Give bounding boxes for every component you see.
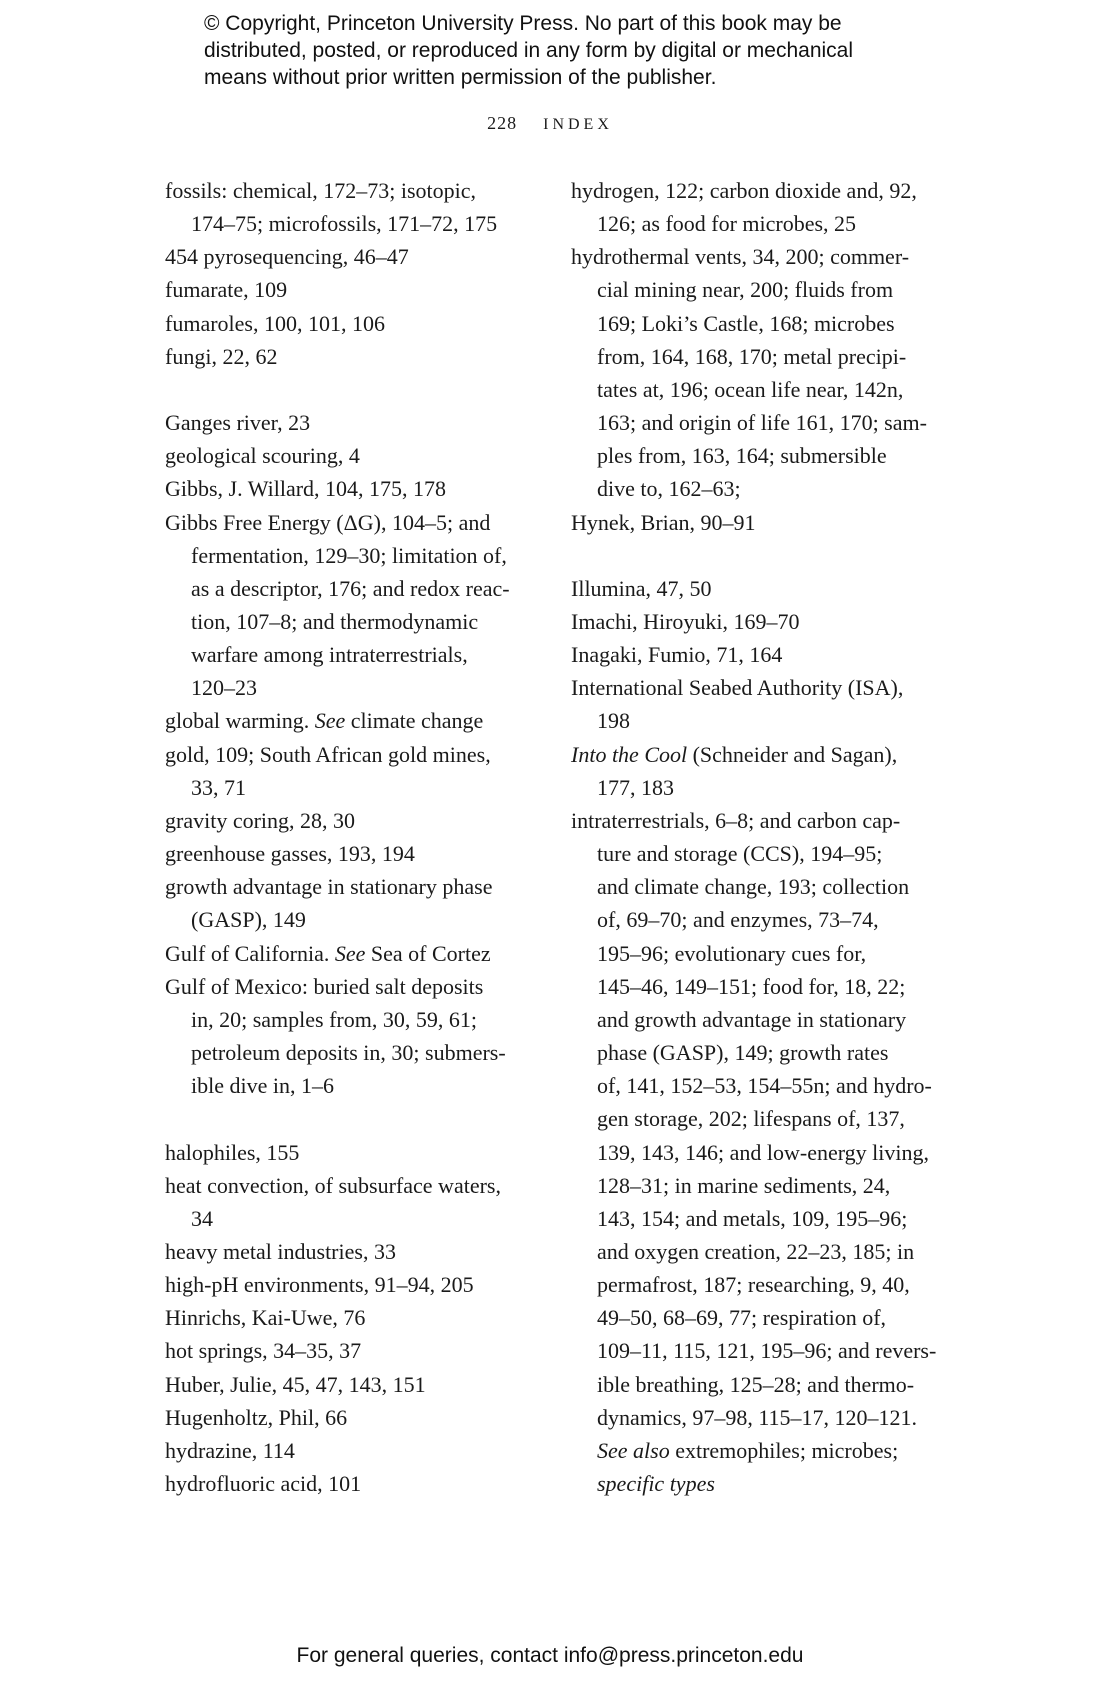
index-line: Gulf of Mexico: buried salt deposits	[165, 973, 484, 999]
running-head	[0, 113, 1100, 134]
index-line: hot springs, 34–35, 37	[165, 1338, 362, 1364]
index-line: 143, 154; and metals, 109, 195–96;	[597, 1205, 908, 1231]
see-also-reference: See also	[597, 1437, 670, 1463]
index-line: of, 141, 152–53, 154–55n; and hydro-	[597, 1073, 932, 1099]
page-number: 228	[487, 113, 518, 133]
index-line: 145–46, 149–151; food for, 18, 22;	[597, 973, 906, 999]
index-line: ible dive in, 1–6	[191, 1073, 334, 1099]
index-line: growth advantage in stationary phase	[165, 874, 493, 900]
index-line: gravity coring, 28, 30	[165, 807, 356, 833]
section-gap	[571, 539, 941, 572]
index-line: tates at, 196; ocean life near, 142n,	[597, 376, 904, 402]
index-column-left	[165, 174, 545, 1500]
index-line: fumaroles, 100, 101, 106	[165, 310, 385, 336]
index-line: Ganges river, 23	[165, 410, 311, 436]
index-line: geological scouring, 4	[165, 443, 360, 469]
index-line: permafrost, 187; researching, 9, 40,	[597, 1272, 910, 1298]
copyright-line: © Copyright, Princeton University Press. No part of this book may be	[204, 12, 842, 35]
copyright-line: distributed, posted, or reproduced in any form by digital or mechanical	[204, 39, 854, 62]
index-line: in, 20; samples from, 30, 59, 61;	[191, 1006, 477, 1032]
index-line	[165, 704, 545, 737]
index-line: tion, 107–8; and thermodynamic	[191, 609, 479, 635]
index-line: gold, 109; South African gold mines,	[165, 741, 491, 767]
index-line: 34	[191, 1205, 213, 1231]
index-line: Gibbs, J. Willard, 104, 175, 178	[165, 476, 447, 502]
index-line: and growth advantage in stationary	[597, 1006, 907, 1032]
copyright-line: means without prior written permission of the publisher.	[204, 66, 717, 89]
index-line: dynamics, 97–98, 115–17, 120–121.	[597, 1404, 917, 1430]
index-line: phase (GASP), 149; growth rates	[597, 1040, 889, 1066]
index-line: Gibbs Free Energy (ΔG), 104–5; and	[165, 509, 491, 535]
index-line: 120–23	[191, 675, 257, 701]
index-line	[571, 1467, 941, 1500]
index-line: Hugenholtz, Phil, 66	[165, 1404, 348, 1430]
index-text: Gulf of California.	[165, 940, 335, 966]
index-line: of, 69–70; and enzymes, 73–74,	[597, 907, 879, 933]
index-line: Hynek, Brian, 90–91	[571, 509, 756, 535]
index-line: 33, 71	[191, 774, 246, 800]
index-line: 49–50, 68–69, 77; respiration of,	[597, 1305, 887, 1331]
index-line: 109–11, 115, 121, 195–96; and revers-	[597, 1338, 937, 1364]
see-reference: See	[334, 940, 366, 966]
index-line: hydrazine, 114	[165, 1437, 295, 1463]
index-line: 177, 183	[597, 774, 674, 800]
index-line: greenhouse gasses, 193, 194	[165, 841, 415, 867]
index-line: hydrofluoric acid, 101	[165, 1471, 362, 1497]
index-line: ture and storage (CCS), 194–95;	[597, 841, 883, 867]
see-also-reference: specific types	[597, 1471, 715, 1497]
book-title: Into the Cool	[571, 741, 688, 767]
index-line: ples from, 163, 164; submersible	[597, 443, 887, 469]
index-line: ible breathing, 125–28; and thermo-	[597, 1371, 915, 1397]
index-text: (Schneider and Sagan),	[687, 741, 898, 767]
index-text: climate change	[345, 708, 484, 734]
index-line: intraterrestrials, 6–8; and carbon cap-	[571, 807, 901, 833]
index-line: 128–31; in marine sediments, 24,	[597, 1172, 891, 1198]
index-line: 174–75; microfossils, 171–72, 175	[191, 211, 498, 237]
index-text: extremophiles; microbes;	[669, 1437, 899, 1463]
index-line: and oxygen creation, 22–23, 185; in	[597, 1238, 915, 1264]
index-line: 454 pyrosequencing, 46–47	[165, 244, 409, 270]
index-line: hydrogen, 122; carbon dioxide and, 92,	[571, 178, 917, 203]
index-line: warfare among intraterrestrials,	[191, 642, 468, 668]
index-line: high-pH environments, 91–94, 205	[165, 1272, 474, 1298]
footer-contact: For general queries, contact info@press.princeton.edu	[296, 1644, 804, 1667]
index-line: heat convection, of subsurface waters,	[165, 1172, 501, 1198]
index-text: global warming.	[165, 708, 315, 734]
index-line: 195–96; evolutionary cues for,	[597, 940, 867, 966]
index-line: 198	[597, 708, 630, 734]
index-line: Hinrichs, Kai-Uwe, 76	[165, 1305, 366, 1331]
index-line: fungi, 22, 62	[165, 343, 278, 369]
index-line: dive to, 162–63;	[597, 476, 741, 502]
section-title: INDEX	[543, 116, 613, 133]
index-line: (GASP), 149	[191, 907, 306, 933]
index-line: International Seabed Authority (ISA),	[571, 675, 904, 701]
index-column-right	[571, 174, 941, 1500]
index-line: fossils: chemical, 172–73; isotopic,	[165, 178, 477, 203]
index-line: 163; and origin of life 161, 170; sam-	[597, 410, 927, 436]
index-line: 126; as food for microbes, 25	[597, 211, 857, 237]
index-line: hydrothermal vents, 34, 200; commer-	[571, 244, 910, 270]
index-line	[571, 738, 941, 771]
index-line: fermentation, 129–30; limitation of,	[191, 542, 507, 568]
index-line	[165, 937, 545, 970]
index-line: halophiles, 155	[165, 1139, 300, 1165]
index-line: as a descriptor, 176; and redox reac-	[191, 575, 510, 601]
index-line: gen storage, 202; lifespans of, 137,	[597, 1106, 905, 1132]
index-line: Huber, Julie, 45, 47, 143, 151	[165, 1371, 426, 1397]
index-line: Imachi, Hiroyuki, 169–70	[571, 609, 800, 635]
index-line: petroleum deposits in, 30; submers-	[191, 1040, 506, 1066]
index-line	[571, 1434, 941, 1467]
see-reference: See	[314, 708, 346, 734]
index-line: Inagaki, Fumio, 71, 164	[571, 642, 783, 668]
section-gap	[165, 373, 545, 406]
index-line: 139, 143, 146; and low-energy living,	[597, 1139, 929, 1165]
section-gap	[165, 1102, 545, 1135]
copyright-notice	[204, 10, 924, 91]
index-line: heavy metal industries, 33	[165, 1238, 396, 1264]
index-line: fumarate, 109	[165, 277, 288, 303]
index-line: 169; Loki’s Castle, 168; microbes	[597, 310, 895, 336]
index-text: Sea of Cortez	[365, 940, 491, 966]
index-line: and climate change, 193; collection	[597, 874, 910, 900]
index-line: Illumina, 47, 50	[571, 575, 712, 601]
index-line: from, 164, 168, 170; metal precipi-	[597, 343, 907, 369]
index-line: cial mining near, 200; fluids from	[597, 277, 894, 303]
